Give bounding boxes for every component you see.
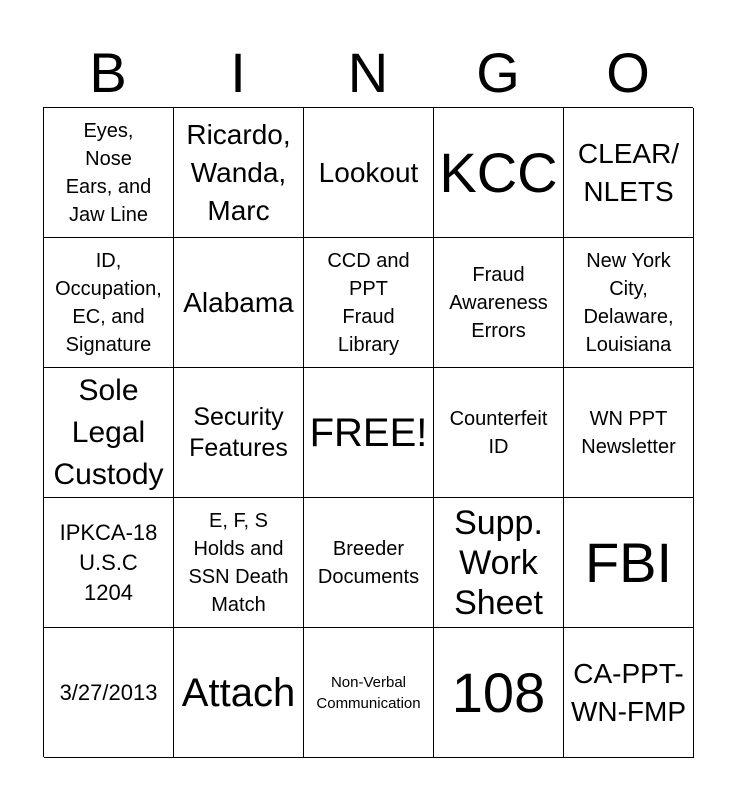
bingo-cell[interactable] <box>564 498 694 628</box>
cell-text: CA-PPT- WN-FMP <box>570 657 687 727</box>
bingo-cell[interactable] <box>44 628 174 758</box>
bingo-cell[interactable] <box>564 238 694 368</box>
cell-text: Lookout <box>318 156 419 188</box>
bingo-cell[interactable] <box>174 498 304 628</box>
bingo-cell[interactable] <box>564 368 694 498</box>
cell-text: Sole Legal Custody <box>53 373 164 491</box>
header-letter-i: I <box>230 41 246 104</box>
header-letter-b: B <box>89 41 127 104</box>
bingo-cell[interactable] <box>434 238 564 368</box>
bingo-cell[interactable] <box>434 108 564 238</box>
bingo-cell[interactable] <box>564 108 694 238</box>
bingo-cell[interactable] <box>434 368 564 498</box>
bingo-cell[interactable] <box>174 628 304 758</box>
header-letter-g: G <box>476 41 520 104</box>
bingo-cell[interactable] <box>44 368 174 498</box>
cell-text: Security Features <box>189 402 288 462</box>
cell-text: Counterfeit ID <box>449 407 548 458</box>
bingo-cell[interactable] <box>174 108 304 238</box>
cell-text: Ricardo, Wanda, Marc <box>186 118 291 226</box>
cell-text: Non-Verbal Communication <box>316 673 421 712</box>
cell-text: Supp. Work Sheet <box>454 503 543 622</box>
bingo-cell free-space[interactable] <box>304 368 434 498</box>
cell-text: KCC <box>439 140 558 204</box>
bingo-cell[interactable] <box>304 238 434 368</box>
cell-text: 108 <box>451 660 546 724</box>
cell-text: ID, Occupation, EC, and Signature <box>55 249 162 356</box>
cell-text: FBI <box>584 530 673 594</box>
bingo-cell[interactable] <box>44 108 174 238</box>
bingo-cell[interactable] <box>174 368 304 498</box>
bingo-cell[interactable] <box>304 108 434 238</box>
bingo-cell[interactable] <box>174 238 304 368</box>
cell-text: Breeder Documents <box>317 537 420 588</box>
cell-text: FREE! <box>309 410 428 455</box>
bingo-cell[interactable] <box>304 498 434 628</box>
cell-text: Attach <box>181 670 296 715</box>
cell-text: 3/27/2013 <box>59 679 158 705</box>
bingo-card-grid <box>43 107 693 757</box>
cell-text: New York City, Delaware, Louisiana <box>583 249 674 356</box>
bingo-cell[interactable] <box>44 238 174 368</box>
cell-text: Eyes, Nose Ears, and Jaw Line <box>65 119 152 226</box>
cell-text: IPKCA-18 U.S.C 1204 <box>59 519 158 605</box>
cell-text: Alabama <box>183 286 294 318</box>
bingo-header <box>43 40 693 106</box>
bingo-cell[interactable] <box>304 628 434 758</box>
bingo-cell[interactable] <box>434 628 564 758</box>
cell-text: CLEAR/ NLETS <box>577 137 680 207</box>
cell-text: Fraud Awareness Errors <box>449 263 548 342</box>
bingo-cell[interactable] <box>44 498 174 628</box>
cell-text: CCD and PPT Fraud Library <box>327 249 410 356</box>
cell-text: E, F, S Holds and SSN Death Match <box>188 509 289 616</box>
header-letter-n: N <box>347 41 389 104</box>
cell-text: WN PPT Newsletter <box>581 407 676 458</box>
bingo-cell[interactable] <box>434 498 564 628</box>
header-letter-o: O <box>606 41 650 104</box>
bingo-cell[interactable] <box>564 628 694 758</box>
